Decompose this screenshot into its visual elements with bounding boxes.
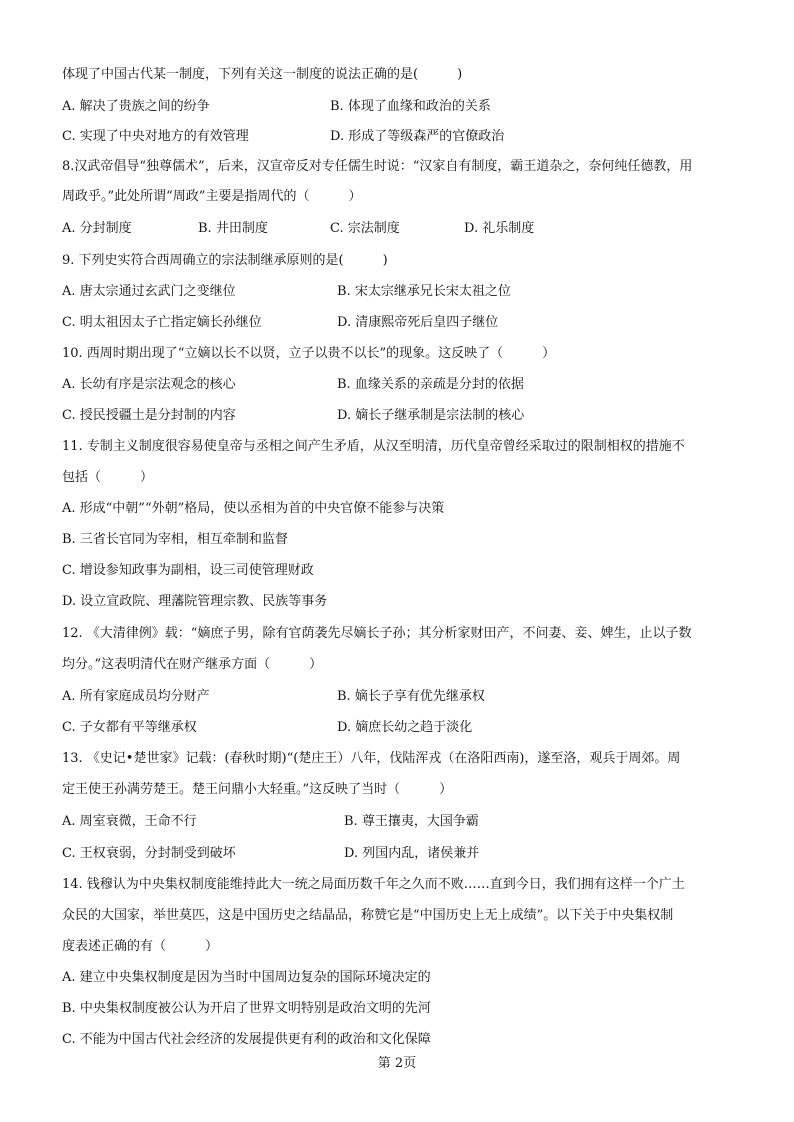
q8-option-d: D. 礼乐制度 xyxy=(464,221,535,236)
q9-option-b: B. 宋太宗继承兄长宋太祖之位 xyxy=(337,284,511,299)
q12-option-b: B. 嫡长子享有优先继承权 xyxy=(337,689,485,704)
q7-option-b: B. 体现了血缘和政治的关系 xyxy=(330,99,491,114)
q10-option-a: A. 长幼有序是宗法观念的核心 xyxy=(62,377,236,392)
q8-option-a: A. 分封制度 xyxy=(62,221,132,236)
q8-option-c: C. 宗法制度 xyxy=(330,221,400,236)
q13-option-c: C. 王权衰弱，分封制受到破坏 xyxy=(62,846,236,861)
q13-option-a: A. 周室衰微，王命不行 xyxy=(62,814,197,829)
q14-stem-line3: 度表述正确的有（ ） xyxy=(62,939,219,954)
q13-option-b: B. 尊王攘夷，大国争霸 xyxy=(344,814,479,829)
q10-option-b: B. 血缘关系的亲疏是分封的依据 xyxy=(337,377,524,392)
q12-option-c: C. 子女都有平等继承权 xyxy=(62,720,197,735)
q14-stem-line2: 众民的大国家，举世莫匹，这是中国历史之结晶品，称赞它是“中国历史上无上成绩”。以下关于中央集权制 xyxy=(62,908,674,923)
q11-stem-line2: 包括（ ） xyxy=(62,470,154,485)
q10-stem: 10. 西周时期出现了“立嫡以长不以贤，立子以贵不以长”的现象。这反映了（ ） xyxy=(62,346,556,361)
q13-option-d: D. 列国内乱，诸侯兼并 xyxy=(344,846,480,861)
page-number: 第 2页 xyxy=(377,1056,417,1071)
q7-option-c: C. 实现了中央对地方的有效管理 xyxy=(62,129,249,144)
q10-option-c: C. 授民授疆土是分封制的内容 xyxy=(62,408,236,423)
q14-stem-line1: 14. 钱穆认为中央集权制度能维持此大一统之局面历数千年之久而不败……直到今日，我们拥有这样一个广土 xyxy=(62,877,685,892)
q14-option-b: B. 中央集权制度被公认为开启了世界文明特别是政治文明的先河 xyxy=(62,1001,431,1016)
q11-option-a: A. 形成“中朝”“外朝”格局，使以丞相为首的中央官僚不能参与决策 xyxy=(62,501,445,516)
q12-option-a: A. 所有家庭成员均分财产 xyxy=(62,689,210,704)
q9-option-d: D. 清康熙帝死后皇四子继位 xyxy=(337,315,499,330)
q10-option-d: D. 嫡长子继承制是宗法制的核心 xyxy=(337,408,525,423)
q11-option-d: D. 设立宣政院、理藩院管理宗教、民族等事务 xyxy=(62,594,328,609)
q9-option-c: C. 明太祖因太子亡指定嫡长孙继位 xyxy=(62,315,262,330)
q8-stem-line1: 8.汉武帝倡导“独尊儒术”，后来，汉宣帝反对专任儒生时说：“汉家自有制度，霸王道杂之，奈何纯任德教，用 xyxy=(62,159,693,174)
q7-stem: 体现了中国古代某一制度，下列有关这一制度的说法正确的是( ) xyxy=(62,67,463,82)
q8-stem-line2: 周政乎。”此处所谓“周政”主要是指周代的（ ） xyxy=(62,189,362,204)
q7-option-d: D. 形成了等级森严的官僚政治 xyxy=(330,129,505,144)
q14-option-a: A. 建立中央集权制度是因为当时中国周边复杂的国际环境决定的 xyxy=(62,970,431,985)
q8-option-b: B. 井田制度 xyxy=(198,221,268,236)
q11-option-c: C. 增设参知政事为副相，设三司使管理财政 xyxy=(62,563,314,578)
q13-stem-line2: 定王使王孙满劳楚王。楚王问鼎小大轻重。”这反映了当时（ ） xyxy=(62,782,453,797)
q11-stem-line1: 11. 专制主义制度很容易使皇帝与丞相之间产生矛盾，从汉至明清，历代皇帝曾经采取过的限制相权的措施不 xyxy=(62,439,685,454)
q14-option-c: C. 不能为中国古代社会经济的发展提供更有利的政治和文化保障 xyxy=(62,1032,431,1047)
q9-stem: 9. 下列史实符合西周确立的宗法制继承原则的是( ) xyxy=(62,253,388,268)
q12-option-d: D. 嫡庶长幼之趋于淡化 xyxy=(337,720,473,735)
q7-option-a: A. 解决了贵族之间的纷争 xyxy=(62,99,210,114)
q11-option-b: B. 三省长官同为宰相，相互牵制和监督 xyxy=(62,532,288,547)
q12-stem-line1: 12. 《大清律例》载：“嫡庶子男，除有官荫袭先尽嫡长子孙；其分析家财田产，不问妻、妾、婢生，止以子数 xyxy=(62,626,692,641)
q13-stem-line1: 13. 《史记•楚世家》记载：(春秋时期)“(楚庄王）八年，伐陆浑戎（在洛阳西南)，遂至洛，观兵于周郊。周 xyxy=(62,751,681,766)
q9-option-a: A. 唐太宗通过玄武门之变继位 xyxy=(62,284,236,299)
q12-stem-line2: 均分。”这表明清代在财产继承方面（ ） xyxy=(62,657,323,672)
